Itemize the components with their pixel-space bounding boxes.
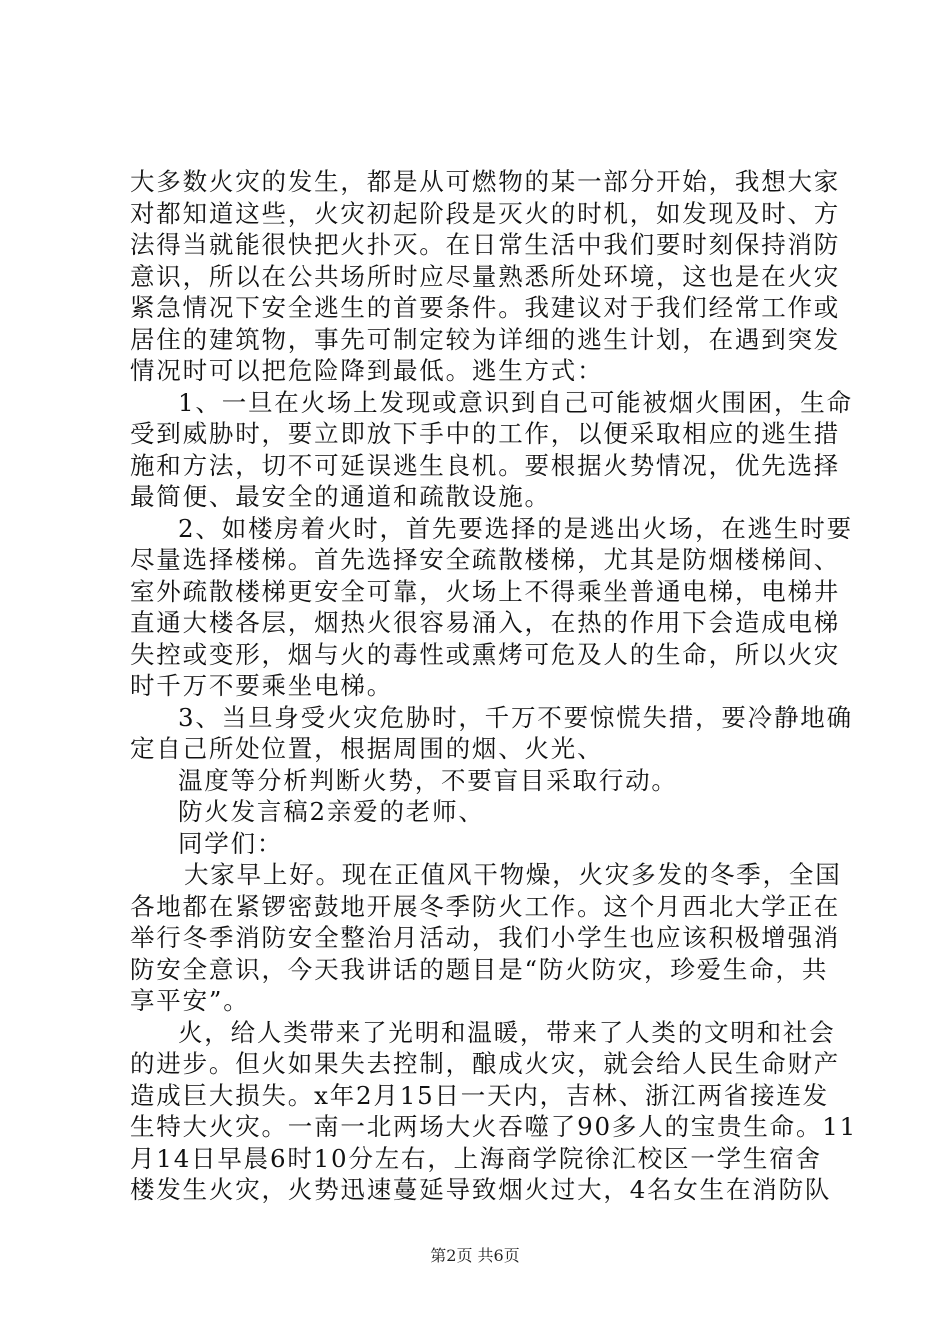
text-line: 紧急情况下安全逃生的首要条件。我建议对于我们经常工作或 — [130, 293, 841, 322]
text-line: 生特大火灾。一南一北两场大火吞噬了90多人的宝贵生命。11 — [130, 1112, 858, 1141]
text-line: 各地都在紧锣密鼓地开展冬季防火工作。这个月西北大学正在 — [130, 891, 841, 921]
text-line: 举行冬季消防安全整治月活动，我们小学生也应该积极增强消 — [130, 923, 841, 952]
text-line: 最简便、最安全的通道和疏散设施。 — [130, 482, 551, 511]
text-line: 大家早上好。现在正值风干物燥，火灾多发的冬季，全国 — [184, 860, 842, 889]
text-line: 定自己所处位置，根据周围的烟、火光、 — [130, 734, 604, 763]
text-line: 大多数火灾的发生，都是从可燃物的某一部分开始，我想大家 — [130, 167, 841, 196]
text-line: 时千万不要乘坐电梯。 — [130, 671, 393, 700]
text-line: 同学们： — [178, 828, 284, 858]
text-line: 施和方法，切不可延误逃生良机。要根据火势情况，优先选择 — [130, 450, 841, 480]
text-line: 楼发生火灾，火势迅速蔓延导致烟火过大，4名女生在消防队 — [130, 1175, 832, 1204]
text-line: 尽量选择楼梯。首先选择安全疏散楼梯，尤其是防烟楼梯间、 — [130, 545, 841, 574]
text-line: 享平安”。 — [130, 986, 250, 1015]
text-line: 1、一旦在火场上发现或意识到自己可能被烟火围困，生命 — [178, 387, 853, 417]
text-line: 室外疏散楼梯更安全可靠，火场上不得乘坐普通电梯，电梯井 — [130, 576, 841, 606]
text-line: 3、当旦身受火灾危胁时，千万不要惊慌失措，要冷静地确 — [178, 702, 853, 732]
text-line: 防安全意识，今天我讲话的题目是“防火防灾，珍爱生命，共 — [130, 954, 829, 984]
text-line: 意识，所以在公共场所时应尽量熟悉所处环境，这也是在火灾 — [130, 261, 841, 291]
text-line: 温度等分析判断火势，不要盲目采取行动。 — [178, 765, 678, 795]
text-line: 2、如楼房着火时，首先要选择的是逃出火场，在逃生时要 — [178, 513, 853, 543]
text-line: 法得当就能很快把火扑灭。在日常生活中我们要时刻保持消防 — [130, 230, 841, 259]
text-line: 居住的建筑物，事先可制定较为详细的逃生计划，在遇到突发 — [130, 324, 841, 354]
text-line: 火，给人类带来了光明和温暖，带来了人类的文明和社会 — [178, 1017, 836, 1047]
text-line: 对都知道这些，火灾初起阶段是灭火的时机，如发现及时、方 — [130, 198, 841, 228]
page-number-footer: 第2页 共6页 — [430, 1246, 520, 1265]
text-line: 受到威胁时，要立即放下手中的工作，以便采取相应的逃生措 — [130, 419, 841, 448]
text-line: 情况时可以把危险降到最低。逃生方式： — [130, 356, 604, 385]
text-line: 造成巨大损失。x年2月15日一天内，吉林、浙江两省接连发 — [130, 1080, 829, 1110]
text-line: 直通大楼各层，烟热火很容易涌入，在热的作用下会造成电梯 — [130, 608, 841, 637]
text-line: 防火发言稿2亲爱的老师、 — [178, 797, 485, 826]
text-line: 失控或变形，烟与火的毒性或熏烤可危及人的生命，所以火灾 — [130, 639, 841, 669]
text-line: 月14日早晨6时10分左右，上海商学院徐汇校区一学生宿舍 — [130, 1143, 822, 1173]
text-line: 的进步。但火如果失去控制，酿成火灾，就会给人民生命财产 — [130, 1049, 841, 1078]
